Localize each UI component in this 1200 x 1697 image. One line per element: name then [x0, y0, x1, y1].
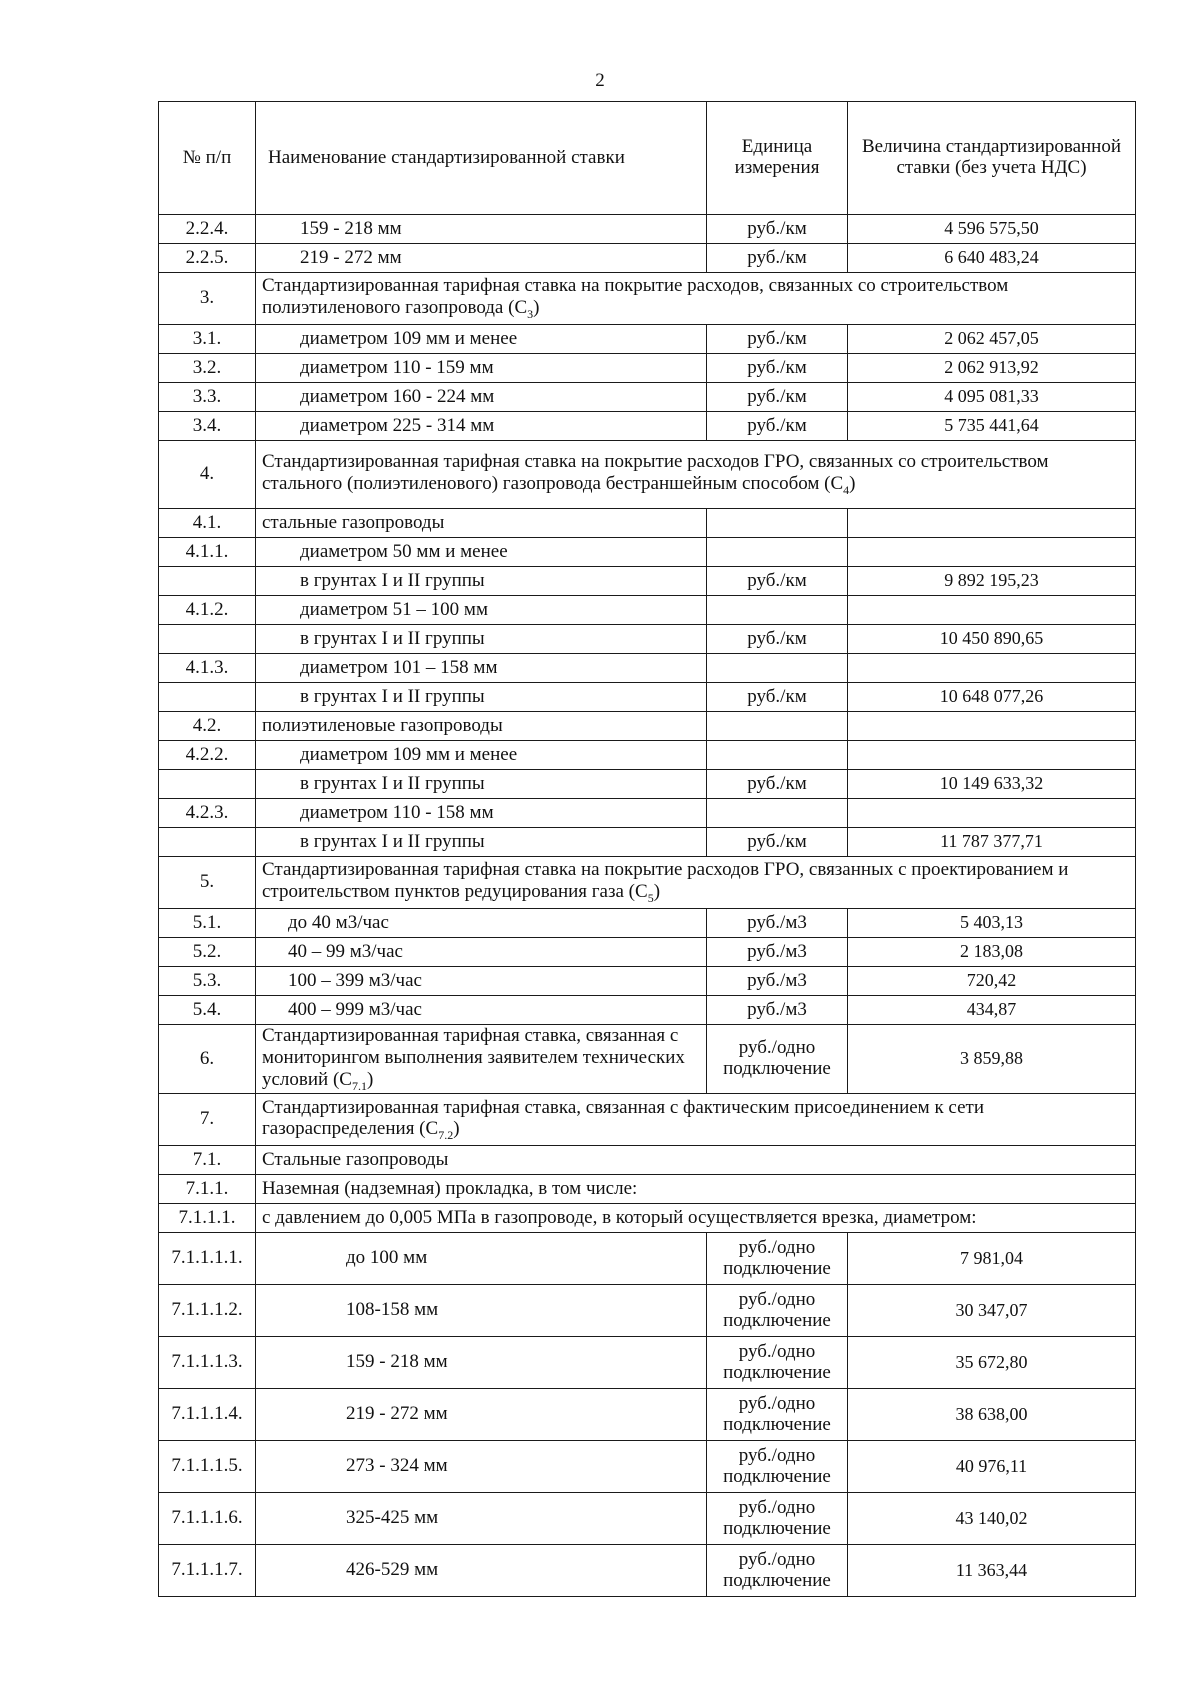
table-row: [159, 567, 1136, 596]
row-unit: руб./одно подключение: [707, 1493, 848, 1545]
row-value: 30 347,07: [848, 1285, 1136, 1337]
row-num: 7.1.1.1.6.: [159, 1493, 256, 1545]
row-name: 108-158 мм: [256, 1285, 707, 1337]
section-title: Наземная (надземная) прокладка, в том числе:: [256, 1175, 1136, 1204]
table-row: [159, 354, 1136, 383]
row-unit: руб./км: [707, 625, 848, 654]
table-row: [159, 967, 1136, 996]
row-unit: руб./м3: [707, 996, 848, 1025]
row-unit: руб./одно подключение: [707, 1285, 848, 1337]
row-num: 7.1.1.: [159, 1175, 256, 1204]
row-num: 4.1.2.: [159, 596, 256, 625]
row-num: 7.1.1.1.7.: [159, 1545, 256, 1597]
table-header-row: [159, 102, 1136, 215]
row-name: 400 – 999 м3/час: [256, 996, 707, 1025]
row-name: диаметром 160 - 224 мм: [256, 383, 707, 412]
row-value: 10 450 890,65: [848, 625, 1136, 654]
row-num: 7.1.1.1.3.: [159, 1337, 256, 1389]
table-row: [159, 1233, 1136, 1285]
row-value: [848, 596, 1136, 625]
row-name: в грунтах I и II группы: [256, 683, 707, 712]
row-value: 4 596 575,50: [848, 215, 1136, 244]
section-title: с давлением до 0,005 МПа в газопроводе, в который осуществляется врезка, диаметром:: [256, 1204, 1136, 1233]
row-num: 7.1.1.1.1.: [159, 1233, 256, 1285]
header-name: Наименование стандартизированной ставки: [256, 102, 707, 215]
row-num: 5.: [159, 857, 256, 909]
section-title: Стандартизированная тарифная ставка на покрытие расходов, связанных со строительством полиэтиленового газопровода $(С_3)$: [256, 273, 1136, 325]
table-row: [159, 712, 1136, 741]
row-unit: руб./км: [707, 567, 848, 596]
row-unit: [707, 538, 848, 567]
row-value: 7 981,04: [848, 1233, 1136, 1285]
row-unit: руб./одно подключение: [707, 1337, 848, 1389]
row-unit: руб./одно подключение: [707, 1233, 848, 1285]
row-unit: [707, 654, 848, 683]
row-value: [848, 799, 1136, 828]
table-row: [159, 828, 1136, 857]
row-value: 10 648 077,26: [848, 683, 1136, 712]
row-unit: [707, 712, 848, 741]
row-unit: руб./км: [707, 383, 848, 412]
row-name: в грунтах I и II группы: [256, 625, 707, 654]
row-unit: руб./одно подключение: [707, 1545, 848, 1597]
section-row: [159, 1146, 1136, 1175]
row-value: 6 640 483,24: [848, 244, 1136, 273]
row-unit: руб./м3: [707, 909, 848, 938]
row-value: 35 672,80: [848, 1337, 1136, 1389]
row-num: [159, 625, 256, 654]
row-name: диаметром 109 мм и менее: [256, 325, 707, 354]
section-title: Стандартизированная тарифная ставка на покрытие расходов ГРО, связанных со строительством стального (полиэтиленового) газопровода бестраншейным способом $(С_4)$: [256, 441, 1136, 509]
row-unit: руб./км: [707, 770, 848, 799]
row-name: диаметром 50 мм и менее: [256, 538, 707, 567]
row-unit: руб./км: [707, 215, 848, 244]
row-num: 5.3.: [159, 967, 256, 996]
row-name: 40 – 99 м3/час: [256, 938, 707, 967]
row-name: в грунтах I и II группы: [256, 770, 707, 799]
row-name: 325-425 мм: [256, 1493, 707, 1545]
row-value: 5 735 441,64: [848, 412, 1136, 441]
row-unit: руб./м3: [707, 938, 848, 967]
row-num: 3.: [159, 273, 256, 325]
row-value: 38 638,00: [848, 1389, 1136, 1441]
section-row: [159, 1175, 1136, 1204]
row-num: [159, 828, 256, 857]
row-value: [848, 741, 1136, 770]
table-row: [159, 741, 1136, 770]
row-num: 7.1.1.1.: [159, 1204, 256, 1233]
row-value: 4 095 081,33: [848, 383, 1136, 412]
table-row: [159, 1337, 1136, 1389]
table-row: [159, 799, 1136, 828]
row-name: до 100 мм: [256, 1233, 707, 1285]
row-num: 7.: [159, 1094, 256, 1146]
row-value: [848, 509, 1136, 538]
row-unit: руб./км: [707, 354, 848, 383]
row-name: 159 - 218 мм: [256, 215, 707, 244]
table-row: [159, 596, 1136, 625]
row-unit: руб./одно подключение: [707, 1389, 848, 1441]
row-unit: руб./км: [707, 828, 848, 857]
row-value: [848, 654, 1136, 683]
table-row: [159, 938, 1136, 967]
table-row: [159, 683, 1136, 712]
row-name: в грунтах I и II группы: [256, 567, 707, 596]
table-row: [159, 538, 1136, 567]
row-num: 2.2.5.: [159, 244, 256, 273]
table-row: [159, 770, 1136, 799]
row-num: 3.1.: [159, 325, 256, 354]
row-num: 7.1.1.1.4.: [159, 1389, 256, 1441]
header-unit: Единица измерения: [707, 102, 848, 215]
row-value: 40 976,11: [848, 1441, 1136, 1493]
row-value: 10 149 633,32: [848, 770, 1136, 799]
row-name: в грунтах I и II группы: [256, 828, 707, 857]
row-value: 2 062 913,92: [848, 354, 1136, 383]
row-name: диаметром 225 - 314 мм: [256, 412, 707, 441]
row-name: Стандартизированная тарифная ставка, связанная с мониторингом выполнения заявителем технических условий $(С_{7.1})$: [256, 1025, 707, 1094]
table-row: [159, 509, 1136, 538]
row-value: 43 140,02: [848, 1493, 1136, 1545]
row-name: 219 - 272 мм: [256, 244, 707, 273]
row-num: 5.4.: [159, 996, 256, 1025]
row-name: 426-529 мм: [256, 1545, 707, 1597]
table-row: [159, 1389, 1136, 1441]
table-row: [159, 1441, 1136, 1493]
row-unit: [707, 509, 848, 538]
row-num: 5.1.: [159, 909, 256, 938]
row-num: 4.2.3.: [159, 799, 256, 828]
row-unit: руб./одно подключение: [707, 1025, 848, 1094]
header-value: Величина стандартизированной ставки (без учета НДС): [848, 102, 1136, 215]
row-num: 2.2.4.: [159, 215, 256, 244]
row-num: 4.2.2.: [159, 741, 256, 770]
row-unit: руб./км: [707, 412, 848, 441]
row-name: диаметром 110 - 159 мм: [256, 354, 707, 383]
section-title: Стальные газопроводы: [256, 1146, 1136, 1175]
table-row: [159, 654, 1136, 683]
row-value: 11 363,44: [848, 1545, 1136, 1597]
row-name: диаметром 109 мм и менее: [256, 741, 707, 770]
row-name: диаметром 51 – 100 мм: [256, 596, 707, 625]
row-num: 4.1.1.: [159, 538, 256, 567]
section-title: Стандартизированная тарифная ставка, связанная с фактическим присоединением к сети газораспределения $(С_{7.2})$: [256, 1094, 1136, 1146]
row-name: стальные газопроводы: [256, 509, 707, 538]
row-value: 11 787 377,71: [848, 828, 1136, 857]
row-num: 4.1.: [159, 509, 256, 538]
table-row: [159, 215, 1136, 244]
row-num: 3.2.: [159, 354, 256, 383]
row-unit: руб./км: [707, 244, 848, 273]
table-row: [159, 996, 1136, 1025]
table-row: [159, 625, 1136, 654]
row-name: диаметром 110 - 158 мм: [256, 799, 707, 828]
row-value: [848, 712, 1136, 741]
row-value: 5 403,13: [848, 909, 1136, 938]
row-unit: [707, 741, 848, 770]
row-name: 273 - 324 мм: [256, 1441, 707, 1493]
row-num: 3.3.: [159, 383, 256, 412]
row-num: [159, 567, 256, 596]
table-row: [159, 325, 1136, 354]
row-name: 159 - 218 мм: [256, 1337, 707, 1389]
section-row: [159, 857, 1136, 909]
row-unit: руб./км: [707, 325, 848, 354]
table-row: [159, 383, 1136, 412]
row-name: диаметром 101 – 158 мм: [256, 654, 707, 683]
section-row: [159, 1204, 1136, 1233]
row-num: 6.: [159, 1025, 256, 1094]
row-name: 100 – 399 м3/час: [256, 967, 707, 996]
row-unit: [707, 799, 848, 828]
row-num: 7.1.1.1.2.: [159, 1285, 256, 1337]
row-value: 9 892 195,23: [848, 567, 1136, 596]
row-name: до 40 м3/час: [256, 909, 707, 938]
table-row: [159, 909, 1136, 938]
row-name: полиэтиленовые газопроводы: [256, 712, 707, 741]
table-row: [159, 244, 1136, 273]
row-unit: [707, 596, 848, 625]
row-name: 219 - 272 мм: [256, 1389, 707, 1441]
row-unit: руб./одно подключение: [707, 1441, 848, 1493]
row-value: 2 183,08: [848, 938, 1136, 967]
row-num: [159, 770, 256, 799]
row-value: 434,87: [848, 996, 1136, 1025]
section-title: Стандартизированная тарифная ставка на покрытие расходов ГРО, связанных с проектированием и строительством пунктов редуцирования газа $(С_5)$: [256, 857, 1136, 909]
table-row: [159, 1285, 1136, 1337]
section-row: [159, 1094, 1136, 1146]
row-unit: руб./км: [707, 683, 848, 712]
row-num: 3.4.: [159, 412, 256, 441]
row-num: 4.1.3.: [159, 654, 256, 683]
table-row: [159, 1493, 1136, 1545]
table-row: [159, 1545, 1136, 1597]
row-unit: руб./м3: [707, 967, 848, 996]
page-number: 2: [595, 70, 605, 91]
row-num: 7.1.1.1.5.: [159, 1441, 256, 1493]
tariff-table: [158, 101, 1136, 1597]
section-row: [159, 441, 1136, 509]
table-row: [159, 412, 1136, 441]
row-num: 5.2.: [159, 938, 256, 967]
table-row: [159, 1025, 1136, 1094]
header-num: № п/п: [159, 102, 256, 215]
row-num: [159, 683, 256, 712]
row-value: [848, 538, 1136, 567]
row-value: 720,42: [848, 967, 1136, 996]
section-row: [159, 273, 1136, 325]
row-value: 2 062 457,05: [848, 325, 1136, 354]
row-num: 4.: [159, 441, 256, 509]
row-num: 7.1.: [159, 1146, 256, 1175]
row-num: 4.2.: [159, 712, 256, 741]
row-value: 3 859,88: [848, 1025, 1136, 1094]
